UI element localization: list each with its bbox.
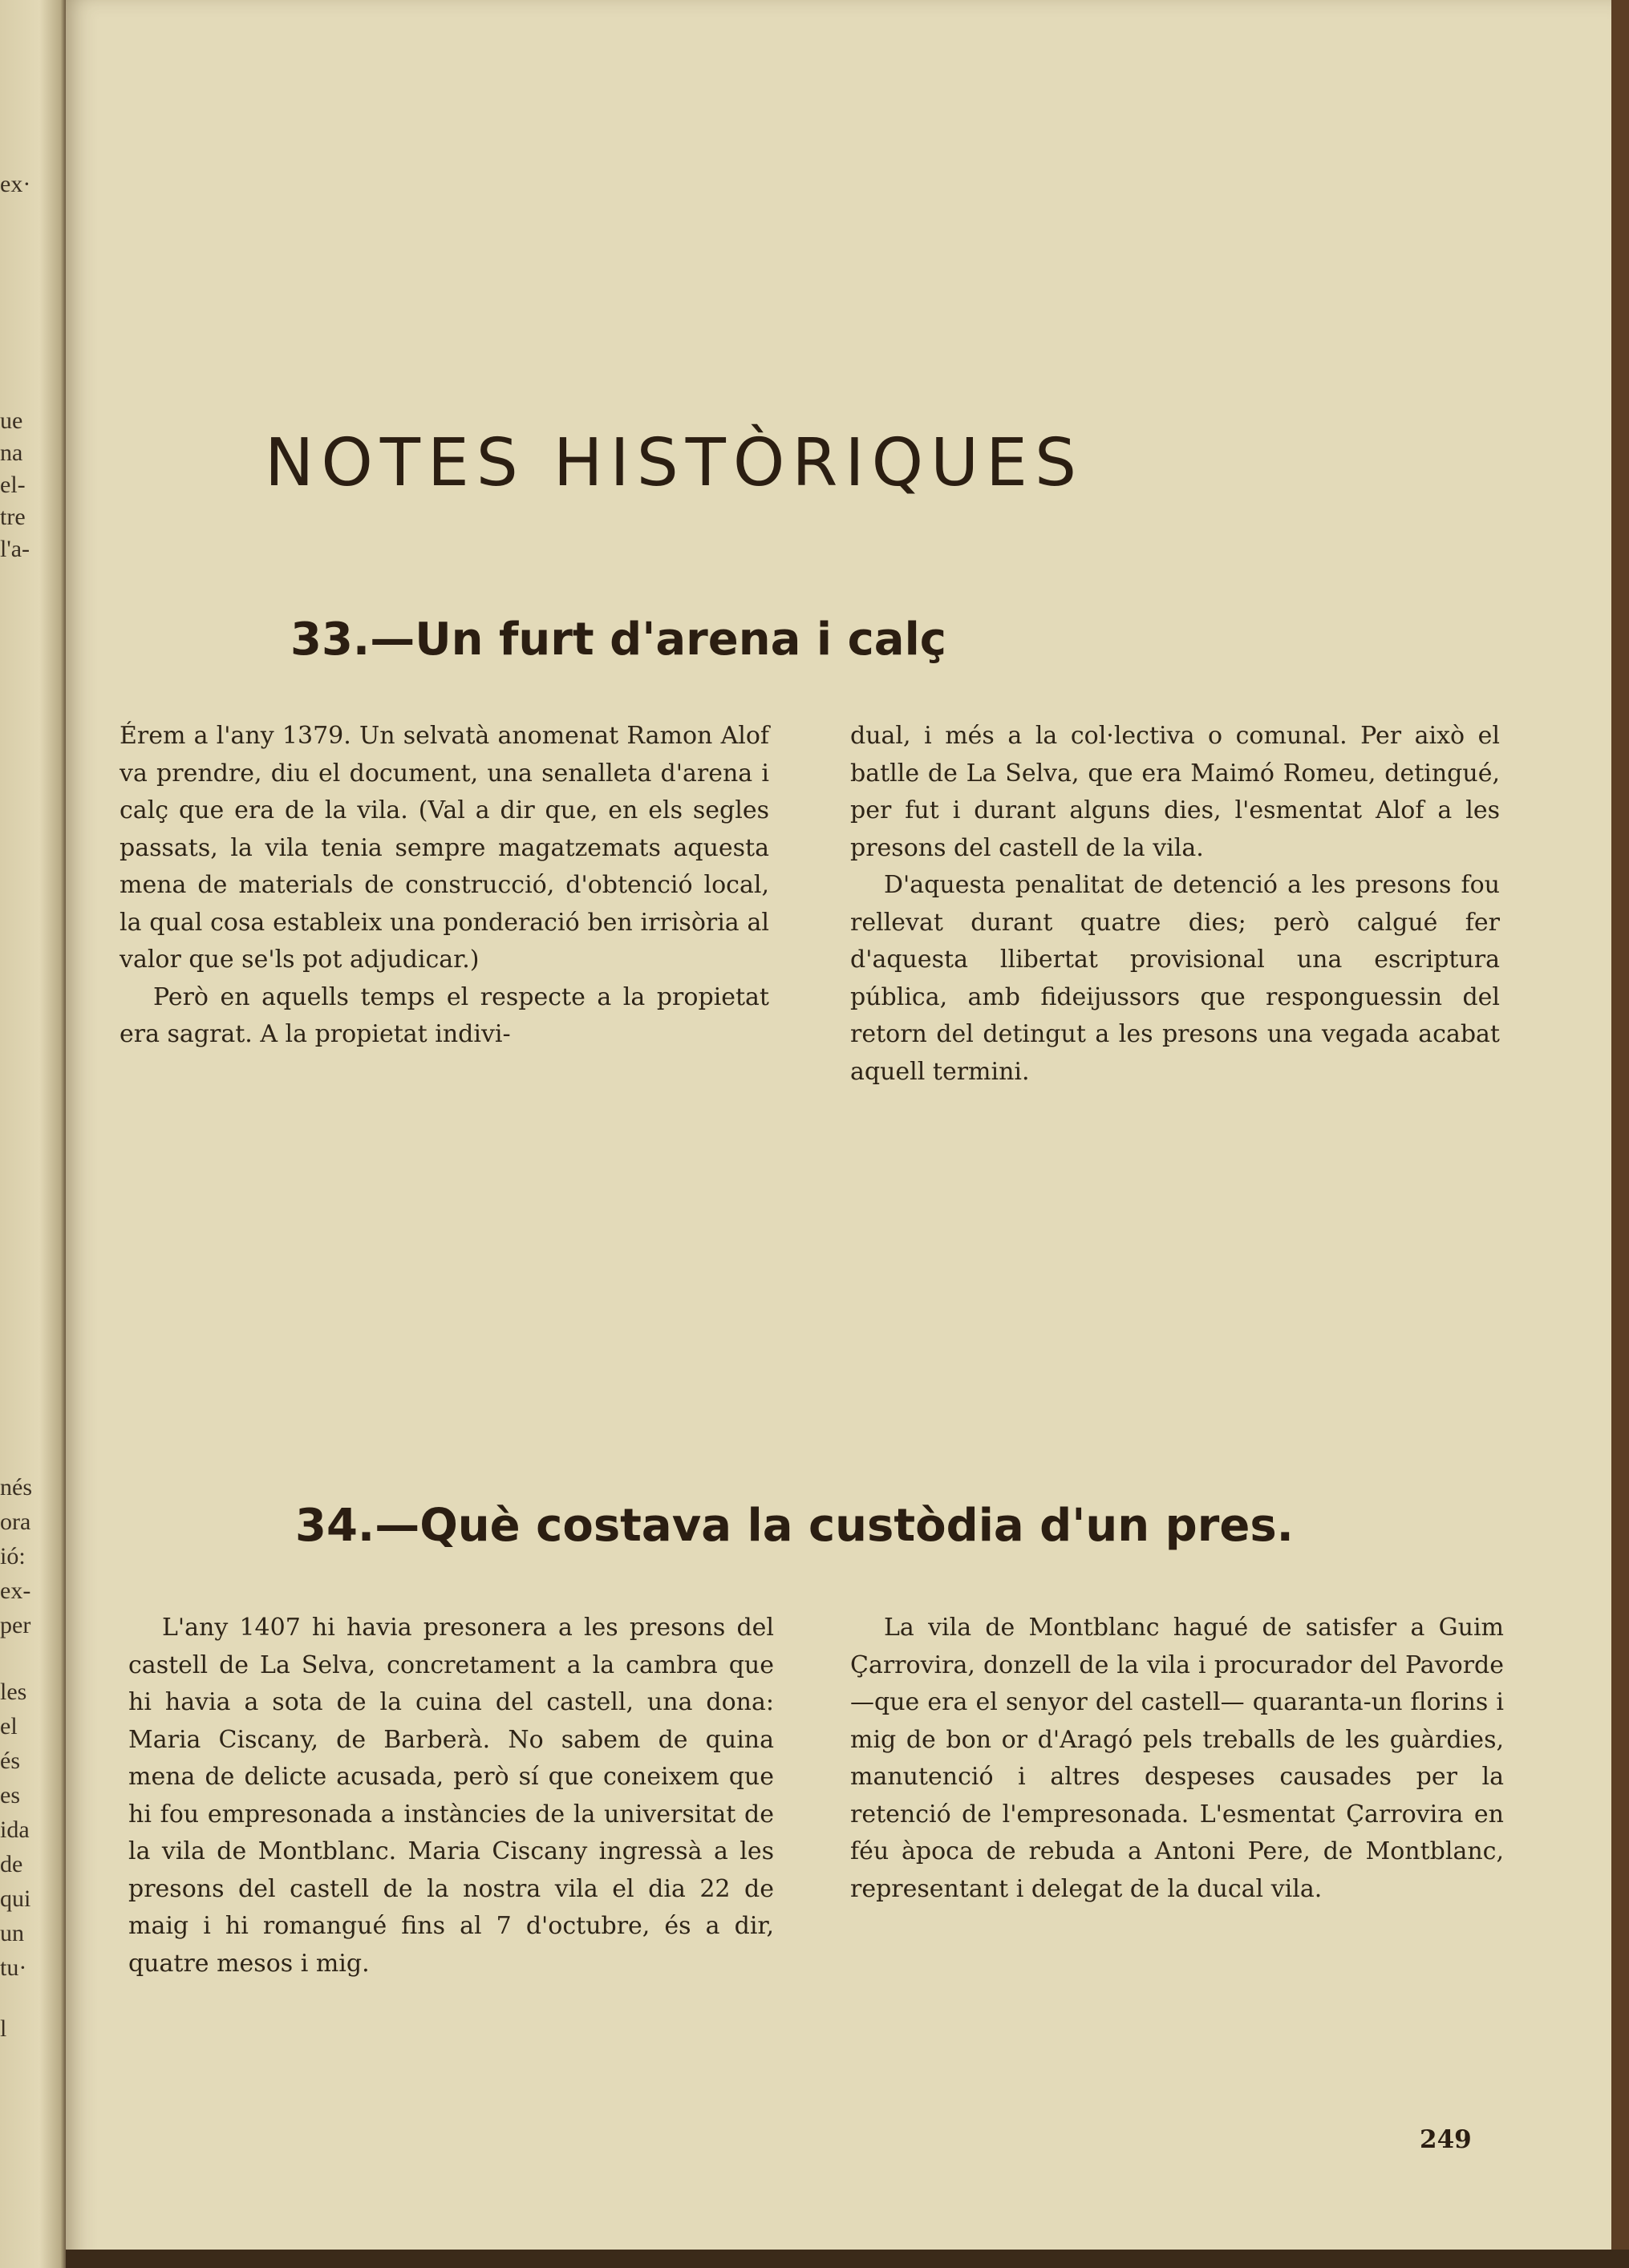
previous-page-fragment: el <box>0 1713 18 1739</box>
paragraph: L'any 1407 hi havia presonera a les presons del castell de La Selva, concretament a la cambra que hi havia a sota de la cuina del castell, una dona: Maria Ciscany, de Barberà. No sabem de quina mena de delicte acusada, però sí que coneixem que hi fou empresonada a instàncies de la universitat de la vila de Montblanc. Maria Ciscany ingressà a les presons del castell de la nostra vila el dia 22 de maig i hi romangué fins al 7 d'octubre, és a dir, quatre mesos i mig. <box>128 1614 774 1978</box>
page-number: 249 <box>1420 2125 1472 2154</box>
previous-page-edge <box>0 0 66 2268</box>
previous-page-fragment: l'a- <box>0 536 30 562</box>
section-33-title: 33.—Un furt d'arena i calç <box>290 614 946 666</box>
previous-page-fragment: ió: <box>0 1543 26 1569</box>
previous-page-fragment: tre <box>0 504 26 530</box>
previous-page-fragment: ora <box>0 1509 31 1535</box>
previous-page-fragment: ex- <box>0 1577 31 1604</box>
page-bottom-edge <box>66 2250 1629 2268</box>
previous-page-fragment: ida <box>0 1816 30 1843</box>
paragraph: La vila de Montblanc hagué de satisfer a Guim Çarrovira, donzell de la vila i procurador del Pavorde —que era el senyor del castell— quaranta-un florins i mig de bon or d'Aragó pels treballs de les guàrdies, manutenció i altres despeses causades per la retenció de l'empresonada. L'esmentat Çarrovira en féu àpoca de rebuda a Antoni Pere, de Montblanc, representant i delegat de la ducal vila. <box>850 1614 1504 1903</box>
paragraph: dual, i més a la col·lectiva o comunal. Per això el batlle de La Selva, que era Maimó Romeu, detingué, per fut i durant alguns dies, l'esmentat Alof a les presons del castell de la vila. <box>850 722 1500 862</box>
previous-page-fragment: les <box>0 1679 27 1705</box>
previous-page-fragment: ex· <box>0 171 31 197</box>
previous-page-fragment: un <box>0 1920 24 1946</box>
previous-page-fragment: na <box>0 439 23 466</box>
previous-page-fragment: el- <box>0 472 26 498</box>
previous-page-fragment: qui <box>0 1885 31 1912</box>
section-34-column-left <box>128 1610 774 1982</box>
previous-page-fragment: ue <box>0 407 23 434</box>
section-34-column-right <box>850 1610 1504 1908</box>
section-33-column-left <box>120 718 769 1054</box>
previous-page-fragment: per <box>0 1612 31 1638</box>
previous-page-fragment: es <box>0 1782 20 1808</box>
page-right-edge <box>1611 0 1629 2268</box>
previous-page-fragment: nés <box>0 1474 32 1501</box>
previous-page-fragment: és <box>0 1748 20 1774</box>
paragraph: D'aquesta penalitat de detenció a les presons fou rellevat durant quatre dies; però calgué fer d'aquesta llibertat provisional una escriptura pública, amb fideijussors que responguessin del retorn del detingut a les presons una vegada acabat aquell termini. <box>850 871 1500 1086</box>
previous-page-fragment: l <box>0 2015 7 2042</box>
section-33-column-right <box>850 718 1500 1091</box>
paragraph: Érem a l'any 1379. Un selvatà anomenat Ramon Alof va prendre, diu el document, una senalleta d'arena i calç que era de la vila. (Val a dir que, en els segles passats, la vila tenia sempre magatzemats aquesta mena de materials de construcció, d'obtenció local, la qual cosa estableix una ponderació ben irrisòria al valor que se'ls pot adjudicar.) <box>120 722 769 974</box>
previous-page-fragment: tu· <box>0 1954 27 1981</box>
previous-page-fragment: de <box>0 1851 23 1877</box>
section-34-title: 34.—Què costava la custòdia d'un pres. <box>295 1500 1294 1552</box>
paragraph: Però en aquells temps el respecte a la propietat era sagrat. A la propietat indivi- <box>120 982 769 1048</box>
page-heading: NOTES HISTÒRIQUES <box>265 425 1084 501</box>
